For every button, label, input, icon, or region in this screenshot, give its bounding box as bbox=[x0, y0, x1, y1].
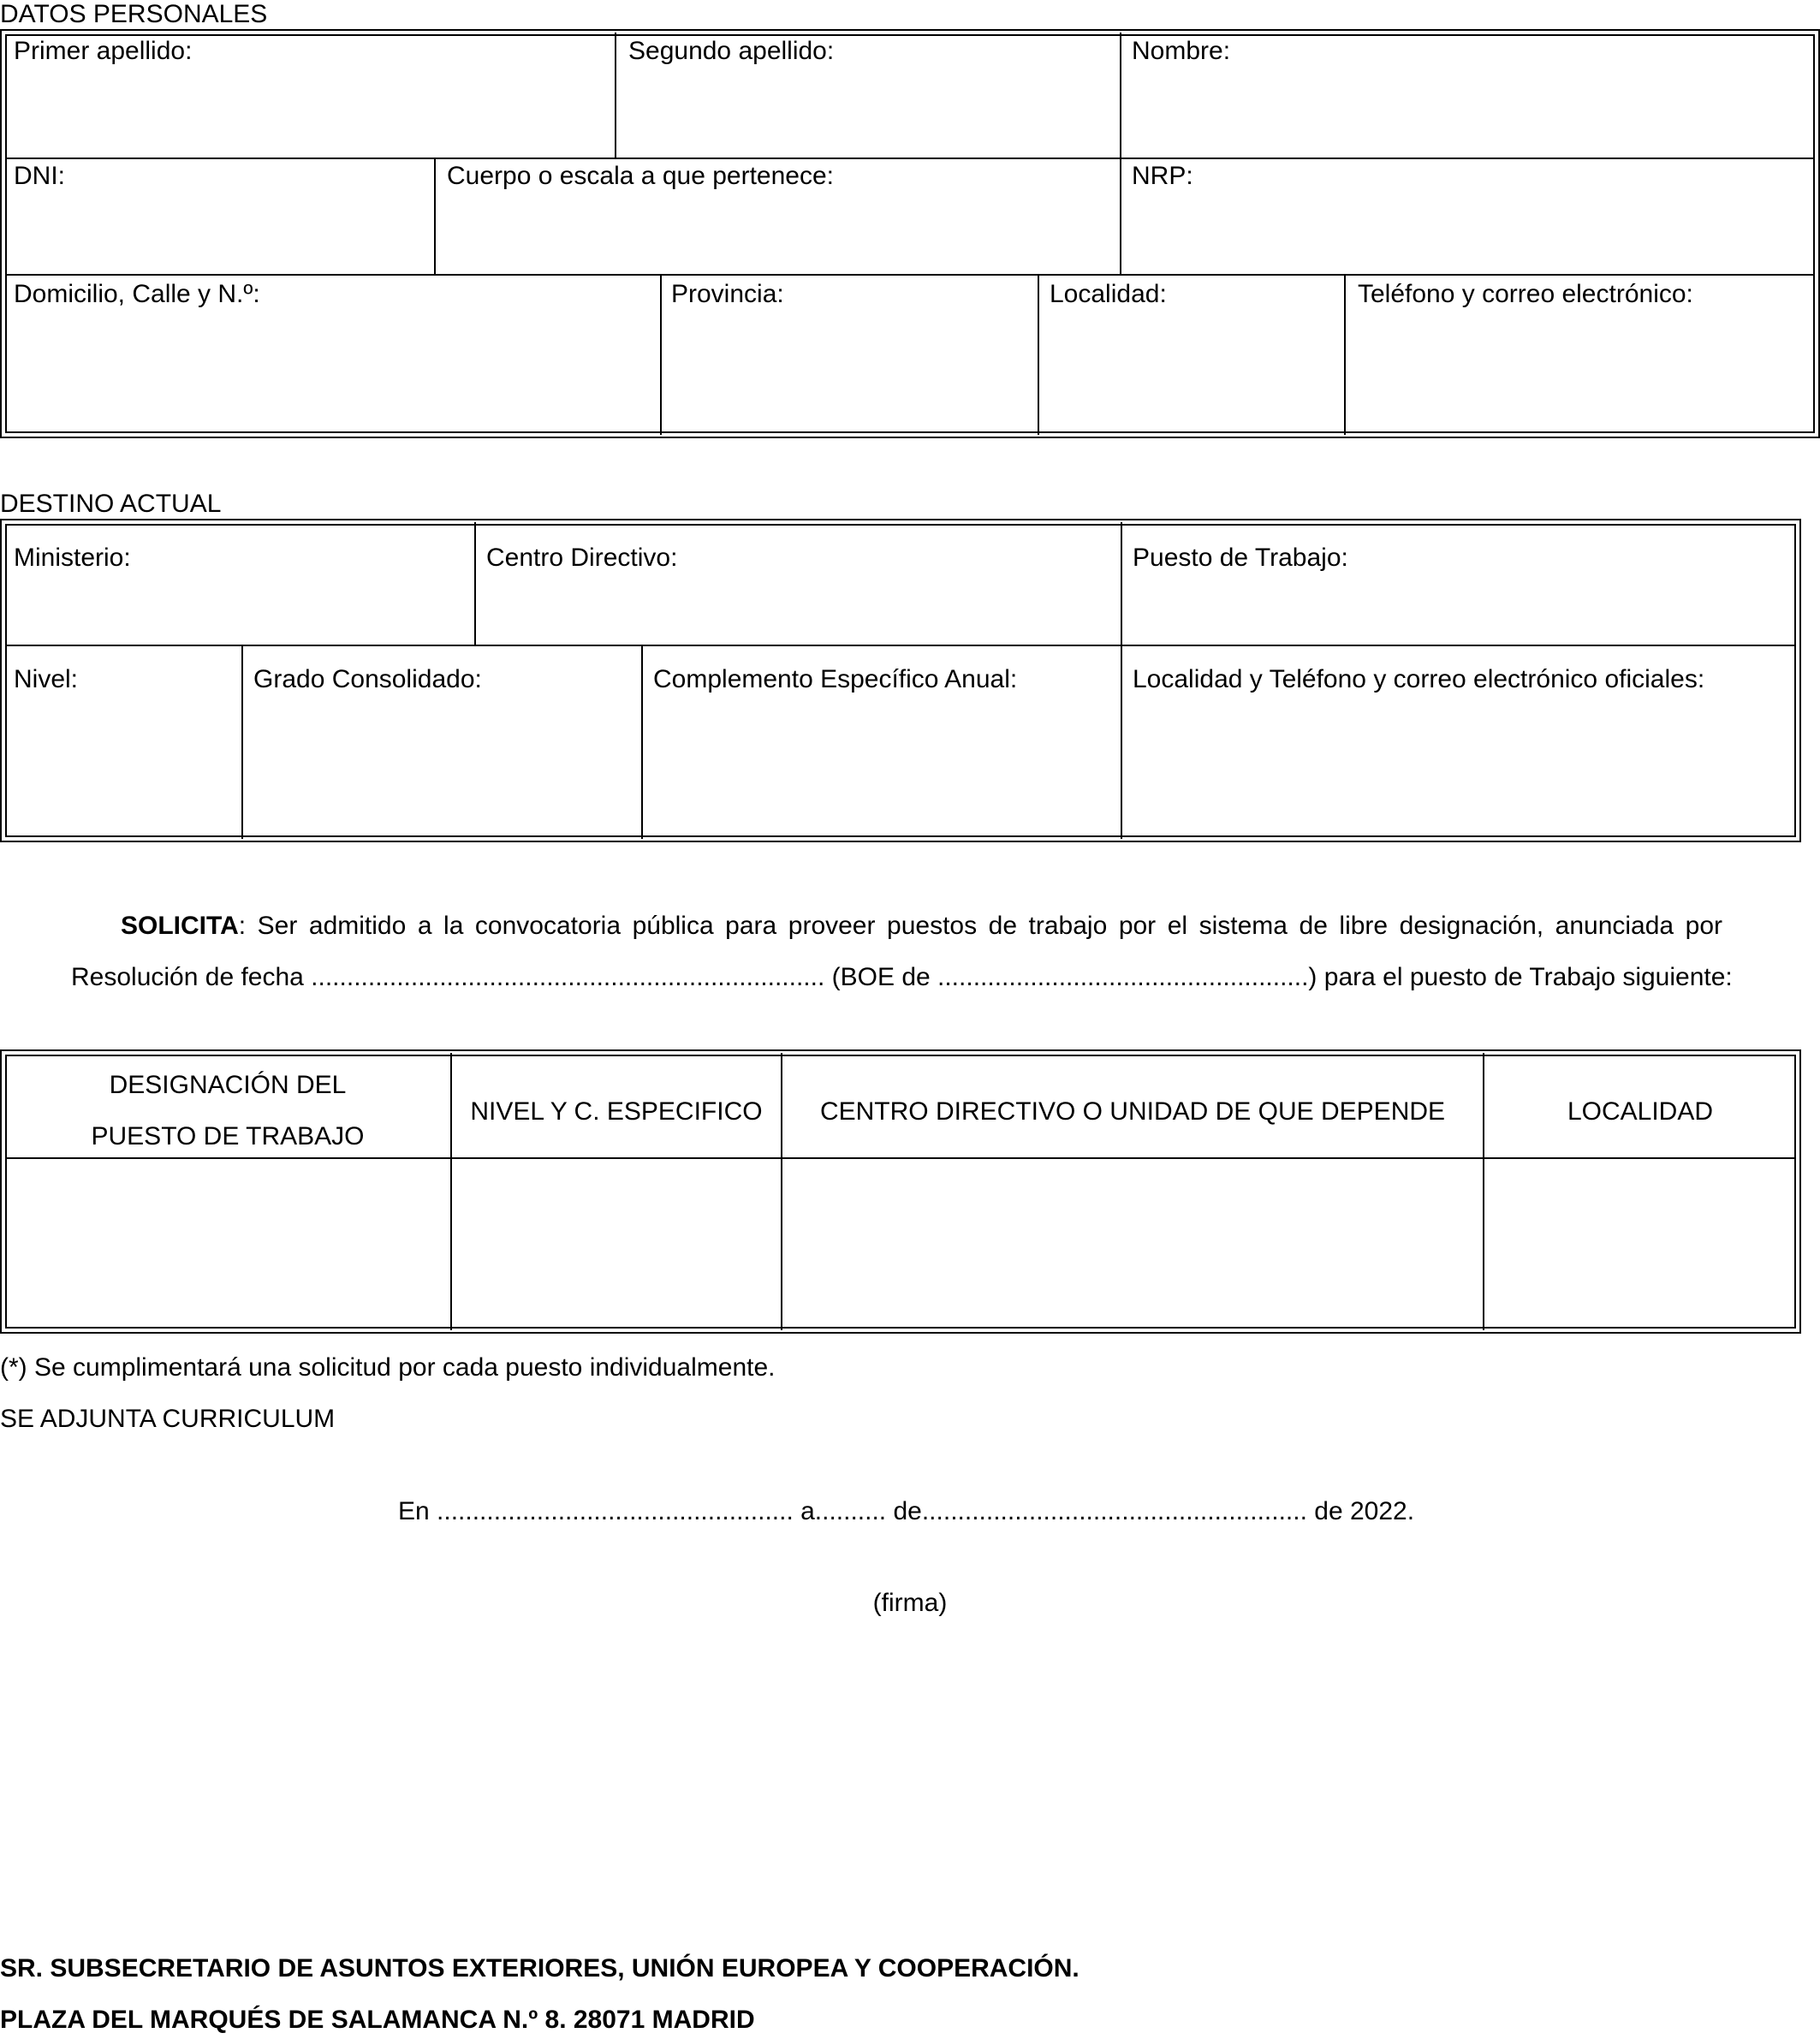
destino-col-divider bbox=[1121, 522, 1122, 646]
puesto-col-divider bbox=[1483, 1053, 1484, 1330]
puesto-trabajo-field[interactable]: Puesto de Trabajo: bbox=[1133, 544, 1348, 572]
personal-col-divider bbox=[1120, 159, 1121, 276]
personal-col-divider bbox=[1120, 33, 1121, 159]
puesto-header-nivel: NIVEL Y C. ESPECIFICO bbox=[470, 1097, 763, 1126]
personal-section-title: DATOS PERSONALES bbox=[0, 0, 268, 28]
puesto-col-divider bbox=[781, 1053, 782, 1330]
puesto-col-divider bbox=[450, 1053, 452, 1330]
grado-consolidado-field[interactable]: Grado Consolidado: bbox=[253, 665, 482, 693]
solicita-label: SOLICITA bbox=[121, 912, 239, 940]
puesto-cell-localidad[interactable] bbox=[1486, 1161, 1794, 1329]
note-solicitud-individual: (*) Se cumplimentará una solicitud por cada puesto individualmente. bbox=[0, 1353, 776, 1382]
provincia-field[interactable]: Provincia: bbox=[671, 280, 784, 308]
personal-data-table bbox=[0, 29, 1820, 438]
localidad-oficial-field[interactable]: Localidad y Teléfono y correo electrónico oficiales: bbox=[1133, 665, 1705, 693]
solicita-line-1 bbox=[121, 911, 1722, 942]
destino-col-divider bbox=[474, 522, 476, 646]
puesto-cell-nivel[interactable] bbox=[454, 1161, 779, 1329]
destino-section-title: DESTINO ACTUAL bbox=[0, 490, 222, 518]
destino-col-divider bbox=[241, 646, 243, 839]
ministerio-field[interactable]: Ministerio: bbox=[14, 544, 131, 572]
localidad-field[interactable]: Localidad: bbox=[1050, 280, 1167, 308]
dni-field[interactable]: DNI: bbox=[14, 162, 65, 190]
personal-data-inner-border bbox=[5, 34, 1815, 433]
telefono-correo-field[interactable]: Teléfono y correo electrónico: bbox=[1358, 280, 1693, 308]
addressee-line-2: PLAZA DEL MARQUÉS DE SALAMANCA N.º 8. 28071 MADRID bbox=[0, 2006, 755, 2034]
fecha-line: En .................................................. a.......... de...................................................... de 2022. bbox=[398, 1497, 1415, 1525]
domicilio-field[interactable]: Domicilio, Calle y N.º: bbox=[14, 280, 260, 308]
puesto-header-localidad: LOCALIDAD bbox=[1567, 1097, 1714, 1126]
note-adjunta-curriculum: SE ADJUNTA CURRICULUM bbox=[0, 1405, 336, 1433]
personal-col-divider bbox=[615, 33, 616, 159]
nrp-field[interactable]: NRP: bbox=[1132, 162, 1193, 190]
personal-col-divider bbox=[434, 159, 436, 276]
destino-col-divider bbox=[1121, 646, 1122, 839]
nombre-field[interactable]: Nombre: bbox=[1132, 37, 1231, 65]
puesto-cell-centro[interactable] bbox=[784, 1161, 1481, 1329]
segundo-apellido-field[interactable]: Segundo apellido: bbox=[628, 37, 835, 65]
puesto-header-designacion-line1: DESIGNACIÓN DEL bbox=[109, 1071, 347, 1099]
personal-col-divider bbox=[1038, 276, 1039, 435]
primer-apellido-field[interactable]: Primer apellido: bbox=[14, 37, 193, 65]
addressee-line-1: SR. SUBSECRETARIO DE ASUNTOS EXTERIORES, UNIÓN EUROPEA Y COOPERACIÓN. bbox=[0, 1954, 1080, 1983]
solicita-line-1-text: : Ser admitido a la convocatoria pública para proveer puestos de trabajo por el sistema de libre designación, anunciada por bbox=[238, 912, 1722, 940]
puesto-header-centro: CENTRO DIRECTIVO O UNIDAD DE QUE DEPENDE bbox=[819, 1097, 1446, 1126]
puesto-header-divider bbox=[5, 1157, 1796, 1159]
personal-col-divider bbox=[1344, 276, 1346, 435]
puesto-header-designacion-line2: PUESTO DE TRABAJO bbox=[91, 1122, 365, 1150]
personal-col-divider bbox=[660, 276, 662, 435]
solicita-line-2: Resolución de fecha ........................................................................ (BOE de ....................................................) para el puesto de Trabajo siguiente: bbox=[71, 963, 1733, 991]
nivel-field[interactable]: Nivel: bbox=[14, 665, 79, 693]
firma-label: (firma) bbox=[872, 1589, 948, 1617]
complemento-especifico-field[interactable]: Complemento Específico Anual: bbox=[653, 665, 1018, 693]
centro-directivo-field[interactable]: Centro Directivo: bbox=[486, 544, 678, 572]
destino-col-divider bbox=[641, 646, 643, 839]
cuerpo-escala-field[interactable]: Cuerpo o escala a que pertenece: bbox=[447, 162, 834, 190]
personal-row-divider-2 bbox=[5, 274, 1815, 276]
destino-row-divider bbox=[5, 645, 1796, 646]
puesto-cell-designacion[interactable] bbox=[7, 1161, 449, 1329]
personal-row-divider-1 bbox=[5, 158, 1815, 159]
